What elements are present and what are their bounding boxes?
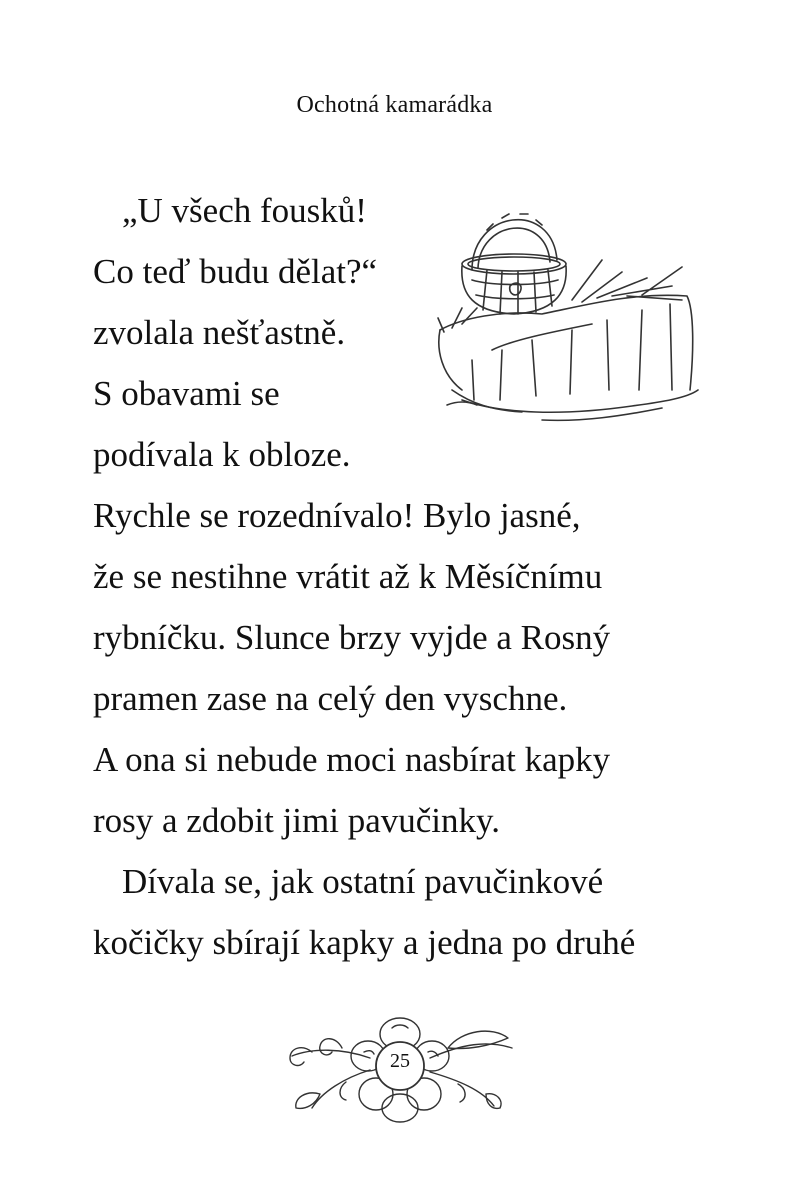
text-line: „U všech fousků! [122, 191, 367, 230]
text-line: kočičky sbírají kapky a jedna po druhé [93, 923, 636, 962]
text-line: zvolala nešťastně. [93, 313, 346, 352]
text-line: rybníčku. Slunce brzy vyjde a Rosný [93, 618, 611, 657]
basket-on-rock-sketch-icon [438, 214, 698, 420]
text-line: S obavami se [93, 374, 280, 413]
page-number: 25 [390, 1050, 410, 1072]
text-line: že se nestihne vrátit až k Měsíčnímu [93, 557, 603, 596]
text-line: Rychle se rozednívalo! Bylo jasné, [93, 496, 581, 535]
text-line: Co teď budu dělat?“ [93, 252, 378, 291]
basket-on-rock-illustration [432, 200, 702, 430]
text-line: podívala k obloze. [93, 435, 351, 474]
text-line: pramen zase na celý den vyschne. [93, 679, 568, 718]
running-head: Ochotná kamarádka [296, 92, 493, 118]
text-line: Dívala se, jak ostatní pavučinkové [122, 862, 604, 901]
text-line: rosy a zdobit jimi pavučinky. [93, 801, 500, 840]
text-line: A ona si nebude moci nasbírat kapky [93, 740, 611, 779]
